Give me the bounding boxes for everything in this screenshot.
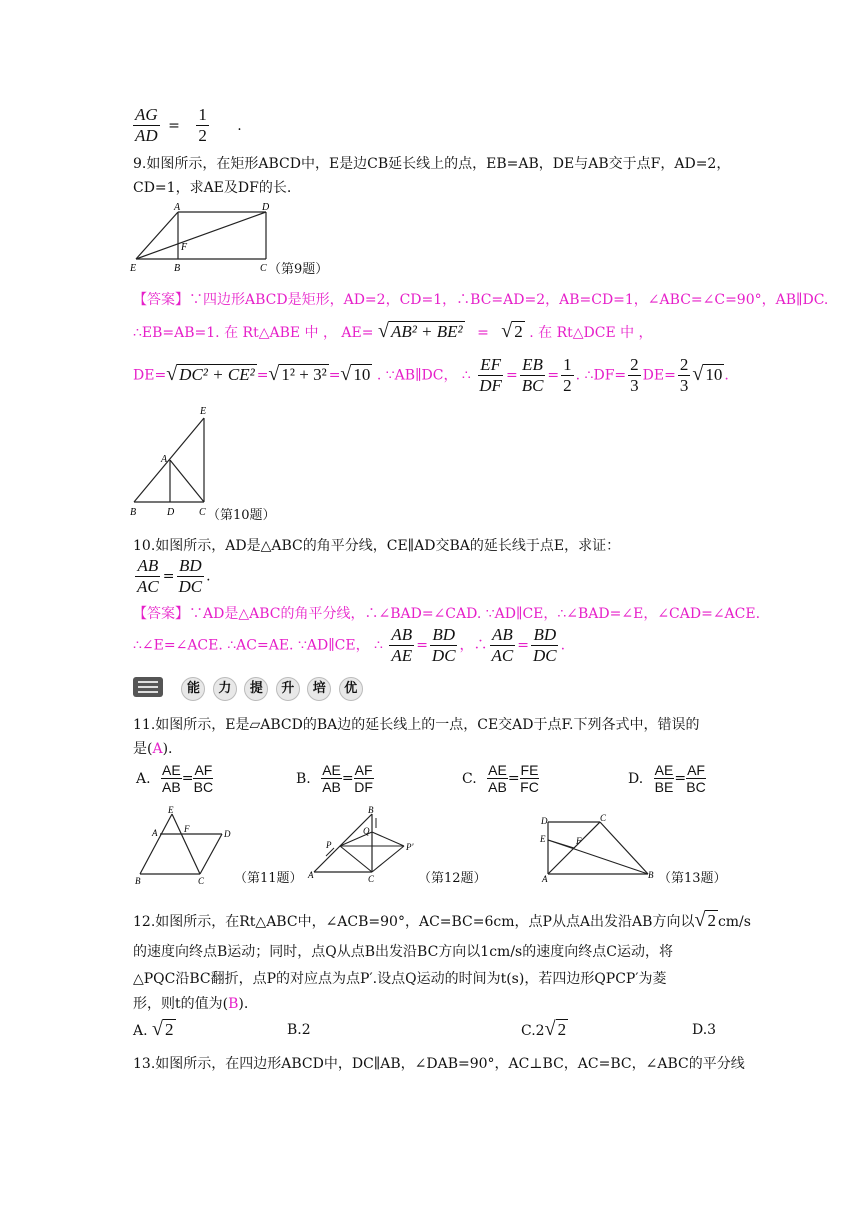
q12-label-pprime: P' bbox=[406, 842, 414, 852]
q10-fig-label: （第10题） bbox=[207, 508, 276, 523]
q12-label-c: C bbox=[368, 874, 375, 884]
q11-text: 11.如图所示，E是▱ABCD的BA边的延长线上的一点，CE交AD于点F.下列各式中，错误的 bbox=[133, 717, 700, 733]
q13-label-f: F bbox=[576, 836, 582, 846]
q11-label-c: C bbox=[198, 876, 205, 886]
fraction-ag-ad: $\frac{AG}{AD}$ bbox=[135, 105, 158, 145]
fraction-half: $\frac{1}{2}$ bbox=[198, 105, 207, 145]
q12-option-c: C.2√ 2 bbox=[521, 1018, 567, 1040]
q11-label-b: B bbox=[135, 876, 141, 886]
q11-text2: 是(A). bbox=[133, 741, 173, 757]
q13-label-a: A bbox=[542, 874, 548, 884]
q10-equation: $\frac{AB}{AC}$ = $\frac{BD}{DC}$ . bbox=[137, 556, 211, 596]
q10-label-a: A bbox=[161, 454, 168, 465]
q9-figure bbox=[128, 200, 278, 275]
q13-label-b: B bbox=[648, 870, 654, 880]
q13-fig-label: （第13题） bbox=[658, 871, 727, 886]
q12-fig-label: （第12题） bbox=[418, 871, 487, 886]
q13-label-e: E bbox=[540, 834, 546, 844]
q9-answer-line2: ∴EB=AB=1. 在 Rt△ABE 中 ， AE= √ AB² + BE² = √ 2 . 在 Rt△DCE 中 ， bbox=[133, 320, 653, 342]
q10-figure bbox=[128, 402, 218, 522]
q9-label-b: B bbox=[174, 263, 181, 274]
book-icon bbox=[133, 677, 163, 697]
q13-label-d: D bbox=[541, 816, 548, 826]
q12-figure bbox=[306, 804, 421, 884]
q12-answer: B bbox=[228, 996, 239, 1012]
q11-label-d: D bbox=[224, 829, 231, 839]
q11-fig-label: （第11题） bbox=[234, 871, 303, 886]
q9-fig-label: （第9题） bbox=[268, 262, 329, 277]
q11-option-c: C. $\frac{AE}{AB}$ = $\frac{FE}{FC}$ bbox=[462, 762, 539, 795]
q10-label-d: D bbox=[167, 507, 175, 518]
q9-label-d: D bbox=[262, 202, 270, 213]
q13-text: 13.如图所示，在四边形ABCD中，DC∥AB，∠DAB=90°，AC⊥BC，AC=BC，∠ABC的平分线 bbox=[133, 1056, 745, 1072]
q12-option-a: A. √ 2 bbox=[133, 1018, 174, 1040]
q12-option-b: B.2 bbox=[287, 1022, 311, 1038]
banner-char-3: 提 bbox=[244, 677, 268, 701]
banner-char-1: 能 bbox=[181, 677, 205, 701]
q10-label-c: C bbox=[199, 507, 206, 518]
q10-answer-line2: ∴∠E=∠ACE. ∴AC=AE. ∵AD∥CE， ∴ $\frac{AB}{AE}$ = $\frac{BD}{DC}$ ，∴ $\frac{AB}{AC}$ = $\frac{BD}{DC}$ . bbox=[133, 625, 566, 665]
q9-answer-line3: DE=√ DC² + CE² =√ 1² + 3² =√ 10 . ∵AB∥DC， ∴ $\frac{EF}{DF}$ = $\frac{EB}{BC}$ = $\frac{1}{2}$ . ∴DF= $\frac{2}{3}$ DE= $\frac{2}{3}$ √ 10 . bbox=[133, 355, 729, 395]
q11-label-a: A bbox=[152, 828, 158, 838]
banner-char-2: 力 bbox=[213, 677, 237, 701]
q10-label-b: B bbox=[130, 507, 137, 518]
q9-text2: CD=1，求AE及DF的长. bbox=[133, 180, 292, 196]
q11-option-b: B. $\frac{AE}{AB}$ = $\frac{AF}{DF}$ bbox=[296, 762, 373, 795]
q9-label-c: C bbox=[260, 263, 267, 274]
q12-label-a: A bbox=[308, 870, 314, 880]
q9-text: 9.如图所示，在矩形ABCD中，E是边CB延长线上的点，EB=AB，DE与AB交于点F，AD=2， bbox=[133, 156, 731, 172]
q13-figure bbox=[538, 812, 663, 884]
q11-label-e: E bbox=[168, 806, 174, 815]
q12-text-line1: 12.如图所示，在Rt△ABC中，∠ACB=90°，AC=BC=6cm，点P从点A出发沿AB方向以√ 2 cm/s bbox=[133, 909, 751, 931]
banner-char-6: 优 bbox=[339, 677, 363, 701]
q11-figure bbox=[132, 806, 237, 886]
q9-label-a: A bbox=[174, 202, 181, 213]
q10-answer-line1: 【答案】∵AD是△ABC的角平分线，∴∠BAD=∠CAD. ∵AD∥CE，∴∠BAD=∠E，∠CAD=∠ACE. bbox=[133, 606, 761, 622]
q12-text-line2: 的速度向终点B运动；同时，点Q从点B出发沿BC方向以1cm/s的速度向终点C运动，将 bbox=[133, 944, 673, 960]
q13-label-c: C bbox=[600, 813, 607, 823]
q9-label-f: F bbox=[181, 242, 188, 253]
banner-char-4: 升 bbox=[276, 677, 300, 701]
q11-option-a: A. $\frac{AE}{AB}$ = $\frac{AF}{BC}$ bbox=[136, 762, 214, 795]
q12-text-line4: 形，则t的值为(B). bbox=[133, 996, 249, 1012]
q12-text-line3: △PQC沿BC翻折，点P的对应点为点P′.设点Q运动的时间为t(s)，若四边形QPCP′为菱 bbox=[133, 971, 667, 987]
q9-label-e: E bbox=[130, 263, 137, 274]
banner-char-5: 培 bbox=[307, 677, 331, 701]
q10-label-e: E bbox=[200, 406, 207, 417]
q9-answer-line1: 【答案】∵四边形ABCD是矩形，AD=2，CD=1，∴BC=AD=2，AB=CD=1，∠ABC=∠C=90°，AB∥DC. bbox=[133, 292, 829, 308]
top-equation: $\frac{AG}{AD}$ = $\frac{1}{2}$ . bbox=[135, 105, 242, 145]
q11-label-f: F bbox=[184, 824, 190, 834]
section-banner bbox=[133, 677, 733, 699]
q12-label-b: B bbox=[368, 805, 374, 815]
q12-label-p: P bbox=[326, 840, 332, 850]
q12-label-q: Q bbox=[363, 826, 370, 836]
q11-answer: A bbox=[152, 741, 163, 757]
q11-option-d: D. $\frac{AE}{BE}$ = $\frac{AF}{BC}$ bbox=[628, 762, 706, 795]
q12-option-d: D.3 bbox=[692, 1022, 717, 1038]
q10-text: 10.如图所示，AD是△ABC的角平分线，CE∥AD交BA的延长线于点E，求证： bbox=[133, 538, 621, 554]
